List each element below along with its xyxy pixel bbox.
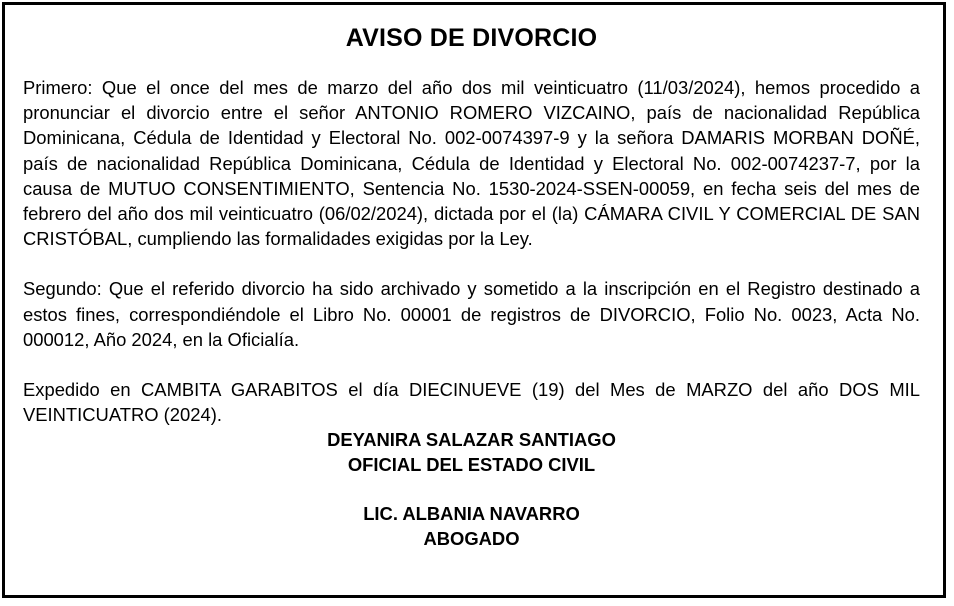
paragraph-primero: Primero: Que el once del mes de marzo del año dos mil veinticuatro (11/03/2024), hemos procedido a pronunciar el divorcio entre el señor ANTONIO ROMERO VIZCAINO, país de nacionalidad República Dominicana, Cédula de Identidad y Electoral No. 002-0074397-9 y la señora DAMARIS MORBAN DOÑÉ, país de nacionalidad República Dominicana, Cédula de Identidad y Electoral No. 002-0074237-7, por la causa de MUTUO CONSENTIMIENTO, Sentencia No. 1530-2024-SSEN-00059, en fecha seis del mes de febrero del año dos mil veinticuatro (06/02/2024), dictada por el (la) CÁMARA CIVIL Y COMERCIAL DE SAN CRISTÓBAL, cumpliendo las formalidades exigidas por la Ley.: [23, 77, 920, 250]
notice-title: AVISO DE DIVORCIO: [345, 24, 598, 52]
paragraph-segundo: Segundo: Que el referido divorcio ha sido archivado y sometido a la inscripción en el Registro destinado a estos fines, correspondiéndole el Libro No. 00001 de registros de DIVORCIO, Folio No. 0023, Acta No. 000012, Año 2024, en la Oficialía.: [23, 278, 920, 350]
signatory-role-2: ABOGADO: [423, 528, 520, 550]
divorce-notice: [2, 2, 946, 598]
signatory-role-1: OFICIAL DEL ESTADO CIVIL: [347, 454, 596, 476]
signatory-name-2: LIC. ALBANIA NAVARRO: [363, 503, 580, 525]
paragraph-expedido: Expedido en CAMBITA GARABITOS el día DIECINUEVE (19) del Mes de MARZO del año DOS MIL VEINTICUATRO (2024).: [23, 379, 920, 426]
signatory-name-1: DEYANIRA SALAZAR SANTIAGO: [327, 429, 616, 451]
